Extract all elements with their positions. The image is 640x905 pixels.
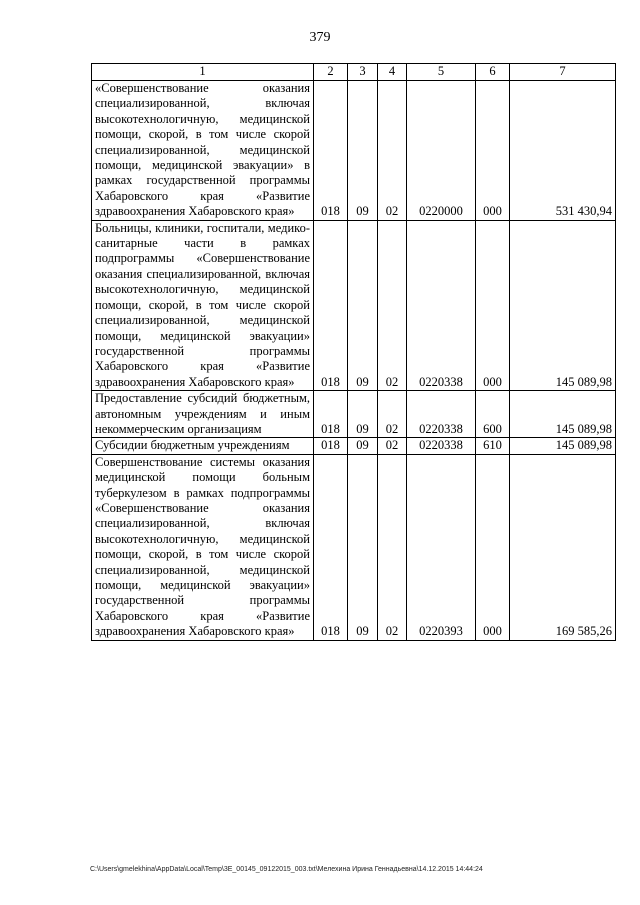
table-row [92, 454, 616, 640]
row-ministry-code: 018 [314, 438, 348, 454]
row-section-code: 09 [348, 438, 378, 454]
row-amount: 169 585,26 [510, 454, 616, 640]
row-name: «Совершенствование оказания специализированной, включая высокотехнологичную, медицинской помощи, скорой, в том числе скорой специализированной, медицинской помощи, медицинской эвакуации» в рамках государственной программы Хабаровского края «Развитие здравоохранения Хабаровского края» [92, 81, 314, 221]
row-subsection-code: 02 [378, 81, 407, 221]
row-subsection-code: 02 [378, 454, 407, 640]
table-row [92, 81, 616, 221]
row-expense-type: 000 [476, 81, 510, 221]
row-target-code: 0220393 [407, 454, 476, 640]
table-row [92, 220, 616, 390]
header-row [92, 64, 616, 81]
budget-table [91, 63, 616, 641]
table-body [92, 81, 616, 641]
row-section-code: 09 [348, 81, 378, 221]
row-ministry-code: 018 [314, 454, 348, 640]
row-section-code: 09 [348, 391, 378, 438]
table-header [92, 64, 616, 81]
page-number: 379 [309, 30, 331, 45]
row-target-code: 0220000 [407, 81, 476, 221]
row-target-code: 0220338 [407, 438, 476, 454]
table-row [92, 391, 616, 438]
row-section-code: 09 [348, 454, 378, 640]
header-col-2: 2 [314, 64, 348, 81]
row-expense-type: 000 [476, 220, 510, 390]
footer-file-path: C:\Users\gmelekhina\AppData\Local\Temp\3E_00145_09122015_003.txt\Мелехина Ирина Геннадьевна\14.12.2015 14:44:24 [90, 866, 483, 873]
row-subsection-code: 02 [378, 220, 407, 390]
row-target-code: 0220338 [407, 220, 476, 390]
row-target-code: 0220338 [407, 391, 476, 438]
row-amount: 145 089,98 [510, 220, 616, 390]
row-name: Совершенствование системы оказания медицинской помощи больным туберкулезом в рамках подпрограммы «Совершенствование оказания специализированной, включая высокотехнологичную, медицинской помощи, скорой, в том числе скорой специализированной, медицинской помощи, медицинской эвакуации» государственной программы Хабаровского края «Развитие здравоохранения Хабаровского края» [92, 454, 314, 640]
row-ministry-code: 018 [314, 220, 348, 390]
row-expense-type: 610 [476, 438, 510, 454]
header-col-6: 6 [476, 64, 510, 81]
row-expense-type: 000 [476, 454, 510, 640]
header-col-4: 4 [378, 64, 407, 81]
row-amount: 145 089,98 [510, 391, 616, 438]
row-section-code: 09 [348, 220, 378, 390]
row-amount: 531 430,94 [510, 81, 616, 221]
table-row [92, 438, 616, 454]
row-name: Предоставление субсидий бюджетным, автономным учреждениям и иным некоммерческим организациям [92, 391, 314, 438]
header-col-7: 7 [510, 64, 616, 81]
header-col-3: 3 [348, 64, 378, 81]
header-col-5: 5 [407, 64, 476, 81]
row-ministry-code: 018 [314, 391, 348, 438]
row-amount: 145 089,98 [510, 438, 616, 454]
row-ministry-code: 018 [314, 81, 348, 221]
header-col-1: 1 [92, 64, 314, 81]
row-subsection-code: 02 [378, 391, 407, 438]
row-subsection-code: 02 [378, 438, 407, 454]
row-name: Субсидии бюджетным учреждениям [92, 438, 314, 454]
row-expense-type: 600 [476, 391, 510, 438]
row-name: Больницы, клиники, госпитали, медико-санитарные части в рамках подпрограммы «Совершенствование оказания специализированной, включая высокотехнологичную, медицинской помощи, скорой, в том числе скорой специализированной, медицинской помощи, медицинской эвакуации» государственной программы Хабаровского края «Развитие здравоохранения Хабаровского края» [92, 220, 314, 390]
